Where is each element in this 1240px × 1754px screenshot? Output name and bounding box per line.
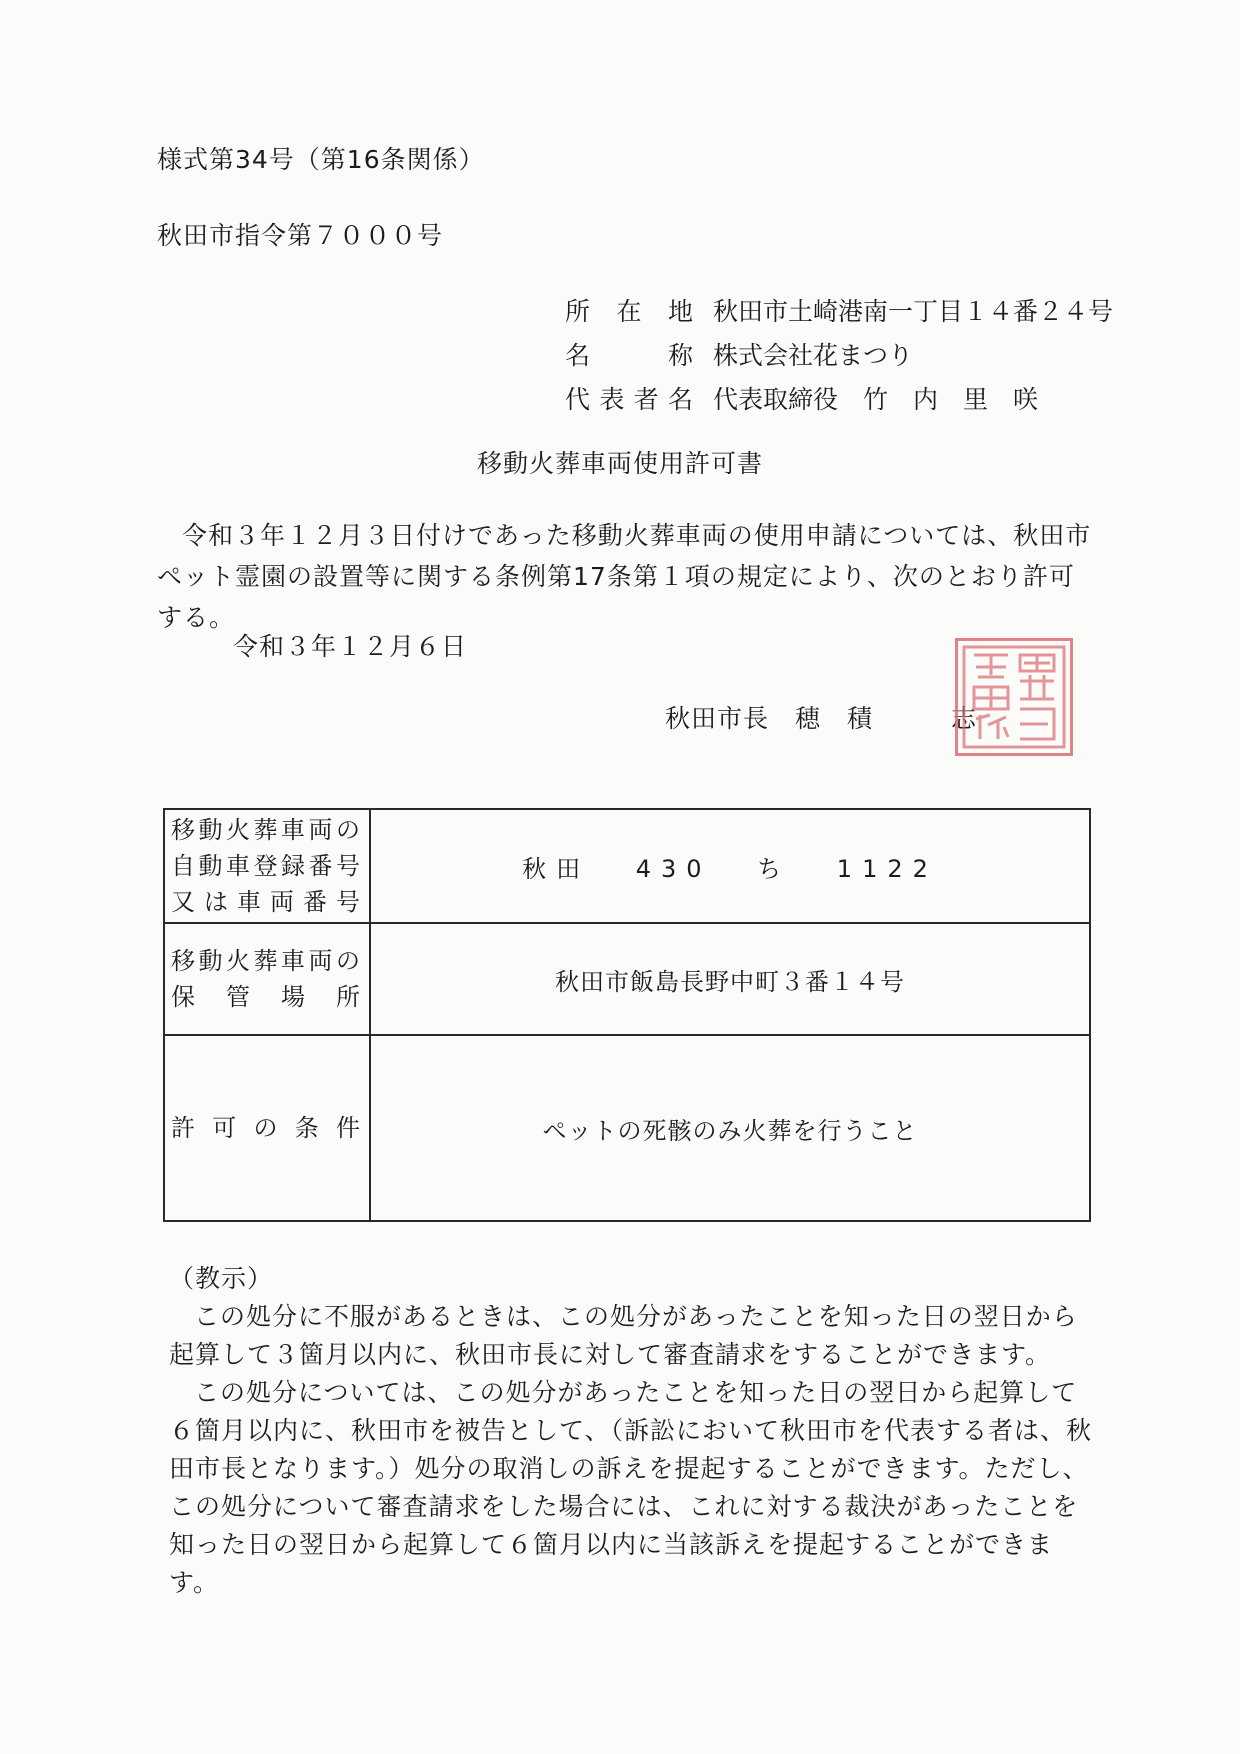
table-row — [164, 923, 1090, 1035]
applicant-block — [565, 290, 1113, 422]
official-seal-icon — [955, 638, 1073, 756]
table-row — [164, 1035, 1090, 1221]
form-number: 様式第34号（第16条関係） — [157, 145, 485, 174]
directive-number: 秋田市指令第７０００号 — [157, 221, 444, 250]
vehicle-number-label: 移動火葬車両の自動車登録番号又は車両番号 — [164, 809, 370, 923]
permit-conditions-label: 許可の条件 — [164, 1035, 370, 1221]
rep-value: 代表取締役 竹 内 里 咲 — [713, 385, 1039, 414]
permit-details-table — [163, 808, 1091, 1222]
storage-location-label: 移動火葬車両の保管場所 — [164, 923, 370, 1035]
storage-location-value: 秋田市飯島長野中町３番１４号 — [370, 923, 1090, 1035]
table-row — [164, 809, 1090, 923]
notice-heading: （教示） — [169, 1264, 274, 1293]
vehicle-number-value: 秋田 430 ち 1122 — [370, 809, 1090, 923]
seal-glyph-pattern — [958, 641, 1070, 753]
applicant-name-row — [565, 334, 1113, 378]
issuer-name: 秋田市長 穂 積 志 — [665, 704, 978, 733]
applicant-rep-row — [565, 378, 1113, 422]
rep-label: 代表者名 — [565, 385, 693, 414]
notice-paragraph-lawsuit: この処分については、この処分があったことを知った日の翌日から起算して６箇月以内に、秋田市を被告として、（訴訟において秋田市を代表する者は、秋田市長となります。）処分の取消しの訴えを提起することができます。ただし、この処分について審査請求をした場合には、これに対する裁決があったことを知った日の翌日から起算して６箇月以内に当該訴えを提起することができます。 — [169, 1378, 1093, 1597]
document-title: 移動火葬車両使用許可書 — [476, 449, 763, 478]
address-label: 所在地 — [565, 297, 693, 326]
name-value: 株式会社花まつり — [713, 341, 914, 370]
issue-date: 令和３年１２月６日 — [233, 632, 468, 661]
name-label: 名称 — [565, 341, 693, 370]
notice-paragraph-review: この処分に不服があるときは、この処分があったことを知った日の翌日から起算して３箇月以内に、秋田市長に対して審査請求をすることができます。 — [169, 1302, 1078, 1369]
applicant-address-row — [565, 290, 1113, 334]
notice-body — [169, 1298, 1101, 1602]
permit-body-text: 令和３年１２月３日付けであった移動火葬車両の使用申請については、秋田市ペット霊園の設置等に関する条例第17条第１項の規定により、次のとおり許可する。 — [157, 521, 1092, 632]
address-value: 秋田市土崎港南一丁目１４番２４号 — [713, 297, 1114, 326]
permit-conditions-value: ペットの死骸のみ火葬を行うこと — [370, 1035, 1090, 1221]
